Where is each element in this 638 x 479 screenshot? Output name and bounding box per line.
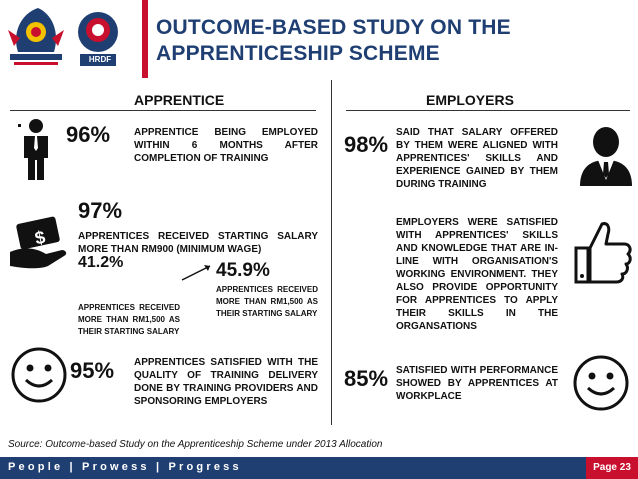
apprentice-smiley-icon [10,346,68,404]
apprentice-stat2-value: 97% [78,198,123,223]
apprentice-stat4-text: APPRENTICES RECEIVED MORE THAN RM1,500 AS THEIR STARTING SALARY [216,285,318,318]
apprentice-stat3-value: 41.2% [78,254,124,271]
apprentice-stat2-text: APPRENTICES RECEIVED STARTING SALARY MORE THAN RM900 (MINIMUM WAGE) [78,231,318,255]
apprentice-column-header: APPRENTICE [134,92,225,108]
apprentice-header-rule [10,110,316,111]
column-divider [331,80,332,425]
employer-smiley-icon [572,354,630,412]
footer-bar [0,457,638,479]
page-title-line2: APPRENTICESHIP SCHEME [156,42,440,65]
employers-column-header: EMPLOYERS [426,92,514,108]
employers-stat3-text: SATISFIED WITH PERFORMANCE SHOWED BY APPRENTICES AT WORKPLACE [396,365,558,402]
title-banner [142,0,638,78]
ministry-logo [0,0,140,88]
title-accent-bar [142,0,148,78]
money-hand-icon [6,214,72,274]
apprentice-stat5-value: 95% [70,358,115,383]
employers-stat1-text: SAID THAT SALARY OFFERED BY THEM WERE ALIGNED WITH APPRENTICES' SKILLS AND EXPERIENCE GAINED BY THEM DURING TRAINING [396,127,558,190]
apprentice-stat1-value: 96% [66,122,111,147]
apprentice-person-icon [16,118,56,182]
employers-stat1-value: 98% [344,132,389,157]
hrdf-logo-text: HRDF [88,55,112,64]
apprentice-stat4-value: 45.9% [216,260,270,281]
employers-header-rule [346,110,630,111]
apprentice-stat3-text: APPRENTICES RECEIVED MORE THAN RM1,500 AS THEIR STARTING SALARY [78,303,180,336]
logo-area [0,0,140,88]
growth-arrow-icon [180,260,216,284]
employers-stat2-text: EMPLOYERS WERE SATISFIED WITH APPRENTICES' SKILLS AND KNOWLEDGE THAT ARE IN-LINE WITH ORGANISATION'S WORKING ENVIRONMENT. THEY ALSO PROVIDE OPPORTUNITY FOR APPRENTICES TO APPLY THEIR SKILLS IN THE ORGANSATIONS [396,217,558,332]
svg-text:$: $ [33,226,48,249]
employers-stat3-value: 85% [344,366,389,391]
footer-tagline: People | Prowess | Progress [8,461,242,473]
thumbs-up-icon [572,218,634,286]
ministry-crest-icon [8,8,64,65]
apprentice-stat1-text: APPRENTICE BEING EMPLOYED WITHIN 6 MONTHS AFTER COMPLETION OF TRAINING [134,127,318,164]
employer-businessman-icon [576,124,636,186]
page-title-line1: OUTCOME-BASED STUDY ON THE [156,16,511,39]
page-number: Page 23 [586,457,638,479]
source-note: Source: Outcome-based Study on the Apprenticeship Scheme under 2013 Allocation [8,439,383,450]
apprentice-stat5-text: APPRENTICES SATISFIED WITH THE QUALITY OF TRAINING DELIVERY DONE BY TRAINING PROVIDERS AND SPONSORING EMPLOYERS [134,357,318,407]
